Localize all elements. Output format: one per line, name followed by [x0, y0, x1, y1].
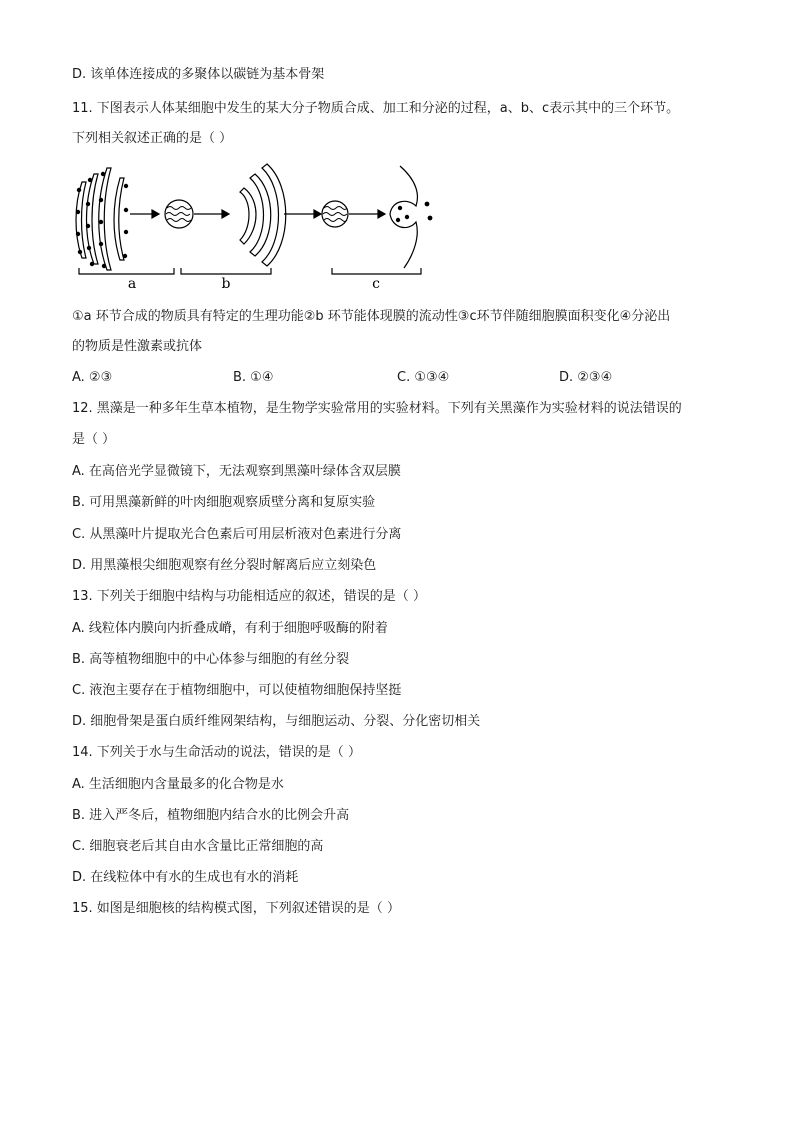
vesicle-icon	[165, 200, 193, 228]
golgi-icon	[240, 164, 286, 266]
rough-er-icon	[76, 168, 124, 270]
bracket-a	[79, 268, 174, 274]
q14-option-d: D. 在线粒体中有水的生成也有水的消耗	[72, 870, 299, 885]
q11-stem-line-2: 下列相关叙述正确的是（ ）	[72, 131, 233, 146]
label-b: b	[221, 276, 231, 290]
q11-stem-line-1: 11. 下图表示人体某细胞中发生的某大分子物质合成、加工和分泌的过程，a、b、c表示其中的三个环节。	[72, 101, 680, 116]
q11-option-c: C. ①③④	[397, 370, 450, 385]
secretion-process-diagram	[70, 160, 450, 290]
bracket-c	[332, 268, 421, 274]
q13-option-b: B. 高等植物细胞中的中心体参与细胞的有丝分裂	[72, 652, 350, 667]
q12-option-b: B. 可用黑藻新鲜的叶肉细胞观察质壁分离和复原实验	[72, 495, 376, 510]
q13-option-a: A. 线粒体内膜向内折叠成嵴，有利于细胞呼吸酶的附着	[72, 621, 388, 636]
q14-stem: 14. 下列关于水与生命活动的说法，错误的是（ ）	[72, 745, 361, 760]
q12-option-c: C. 从黑藻叶片提取光合色素后可用层析液对色素进行分离	[72, 527, 402, 542]
q12-option-a: A. 在高倍光学显微镜下，无法观察到黑藻叶绿体含双层膜	[72, 464, 401, 479]
q12-stem-line-2: 是（ ）	[72, 432, 116, 447]
bracket-b	[181, 268, 271, 274]
q10-option-d: D. 该单体连接成的多聚体以碳链为基本骨架	[72, 67, 325, 82]
label-c: c	[372, 276, 380, 290]
q11-option-b: B. ①④	[233, 370, 274, 385]
q11-statements-line-1: ①a 环节合成的物质具有特定的生理功能②b 环节能体现膜的流动性③c环节伴随细胞膜面积变化④分泌出	[72, 309, 671, 324]
q11-option-a: A. ②③	[72, 370, 113, 385]
q13-option-d: D. 细胞骨架是蛋白质纤维网架结构，与细胞运动、分裂、分化密切相关	[72, 714, 481, 729]
q12-option-d: D. 用黑藻根尖细胞观察有丝分裂时解离后应立刻染色	[72, 558, 377, 573]
q11-option-d: D. ②③④	[559, 370, 613, 385]
q14-option-a: A. 生活细胞内含量最多的化合物是水	[72, 777, 284, 792]
q13-stem: 13. 下列关于细胞中结构与功能相适应的叙述，错误的是（ ）	[72, 589, 426, 604]
vesicle-icon	[322, 201, 348, 227]
q14-option-b: B. 进入严冬后，植物细胞内结合水的比例会升高	[72, 808, 350, 823]
q13-option-c: C. 液泡主要存在于植物细胞中，可以使植物细胞保持坚挺	[72, 683, 402, 698]
q12-stem-line-1: 12. 黑藻是一种多年生草本植物，是生物学实验常用的实验材料。下列有关黑藻作为实验材料的说法错误的	[72, 401, 682, 416]
q11-statements-line-2: 的物质是性激素或抗体	[72, 339, 203, 354]
cell-membrane-icon	[390, 166, 417, 268]
q14-option-c: C. 细胞衰老后其自由水含量比正常细胞的高	[72, 839, 324, 854]
q11-options	[72, 369, 732, 387]
label-a: a	[127, 276, 137, 290]
q15-stem: 15. 如图是细胞核的结构模式图，下列叙述错误的是（ ）	[72, 901, 400, 916]
